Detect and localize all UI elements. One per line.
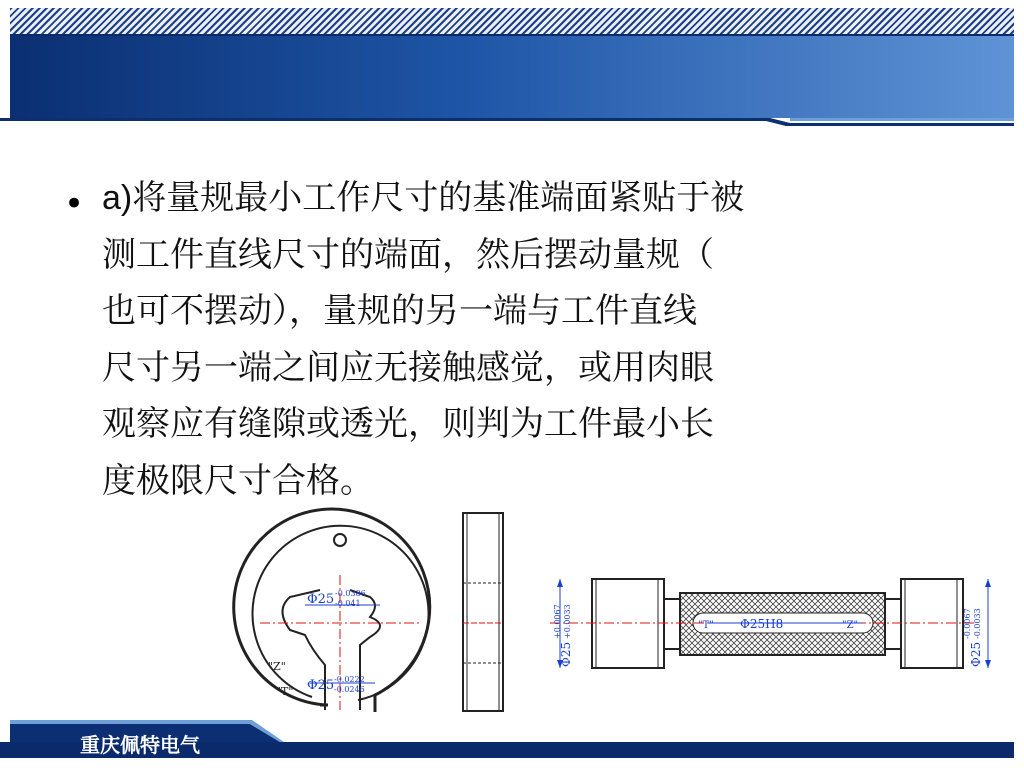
plug-left-dim-tol-upper: +0.0067	[553, 604, 562, 639]
header-band	[10, 36, 1014, 118]
plug-right-dim-main: Φ25	[969, 641, 983, 667]
snap-dim-bottom-tol-upper: -0.0222	[334, 675, 365, 684]
snap-dim-top-main: Φ25	[307, 592, 335, 607]
paragraph-line-4: 尺寸另一端之间应无接触感觉，或用肉眼	[102, 347, 714, 388]
body-paragraph	[102, 170, 962, 509]
snap-dim-top-tol-upper: -0.0386	[335, 589, 366, 598]
bullet-point: •	[64, 184, 85, 224]
paragraph-line-6: 度极限尺寸合格。	[102, 460, 374, 501]
plug-right-dim-tol-lower: -0.0033	[973, 608, 982, 639]
paragraph-line-2: 测工件直线尺寸的端面，然后摆动量规（	[102, 234, 714, 275]
plug-right-dim-tol-upper: -0.0067	[963, 608, 972, 639]
snap-label-z: "Z"	[268, 660, 286, 673]
gauge-drawing	[230, 505, 1000, 720]
paragraph-line-3: 也可不摆动），量规的另一端与工件直线	[102, 291, 697, 331]
header-stripe-pattern	[10, 8, 1014, 36]
plug-label-t: "T"	[698, 620, 714, 631]
snap-gauge-side-view	[463, 513, 503, 711]
paragraph-line-1: 将量规最小工作尺寸的基准端面紧贴于被	[132, 178, 745, 218]
snap-dim-bottom-main: Φ25	[307, 678, 335, 693]
footer-company-name: 重庆佩特电气	[80, 733, 200, 757]
plug-left-dim-main: Φ25	[559, 641, 573, 667]
header-divider	[0, 118, 1024, 126]
plug-left-dim-tol-lower: +0.0033	[563, 604, 572, 639]
plug-label-z: "Z"	[842, 620, 859, 631]
plug-center-label: Φ25H8	[740, 617, 784, 631]
snap-label-t: "T"	[276, 685, 294, 698]
paragraph-lead: a)	[102, 179, 133, 217]
paragraph-line-5: 观察应有缝隙或透光，则判为工件最小长	[102, 404, 714, 444]
snap-dim-bottom-tol-lower: -0.0246	[334, 685, 365, 694]
snap-dim-top-tol-lower: -0.041	[335, 599, 361, 608]
